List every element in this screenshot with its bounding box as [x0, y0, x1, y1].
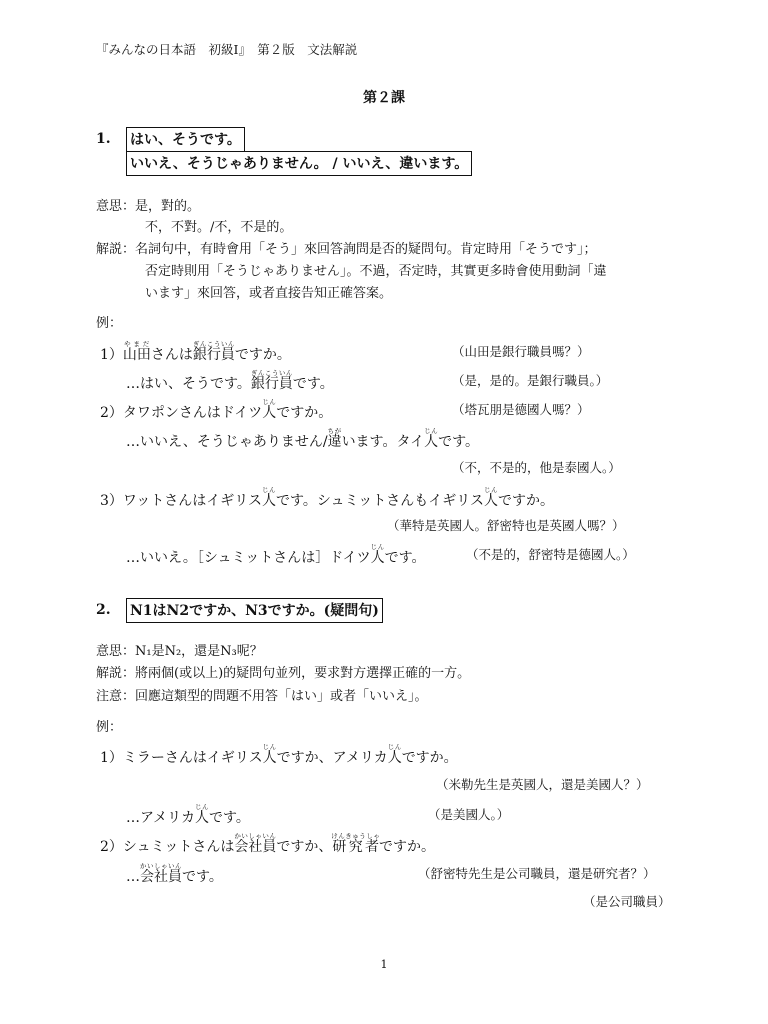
example-2-1-reply-translation: （是美國人。） [428, 807, 510, 822]
example-2-1-translation: （米勒先生是英國人，還是美國人？） [436, 777, 649, 792]
example-1-1-reply: …はい、そうです。銀行員ぎんこういんです。 [126, 369, 334, 392]
example-2-2-translation: （舒密特先生是公司職員，還是研究者？） [418, 866, 656, 881]
section-1-explanation-2: 否定時則用「そうじゃありません」。不過，否定時，其實更多時會使用動詞「違 [145, 264, 607, 279]
section-2-meaning: 意思：N₁是N₂，還是N₃呢？ [96, 644, 263, 659]
document-header: 『みんなの日本語 初級Ⅰ』 第２版 文法解説 [96, 42, 358, 57]
example-1-1-translation: （山田是銀行職員嗎？） [452, 344, 590, 359]
section-1-pattern-1: はい、そうです。 [126, 127, 245, 152]
section-2-note: 注意：回應這類型的問題不用答「はい」或者「いいえ」。 [96, 689, 428, 704]
section-2-explanation: 解説：將兩個(或以上)的疑問句並列，要求對方選擇正確的一方。 [96, 666, 471, 681]
section-1-explanation-3: います」來回答，或者直接告知正確答案。 [145, 286, 393, 301]
example-1-3-reply: …いいえ。［シュミットさんは］ドイツ人じんです。 [126, 543, 426, 566]
section-1-pattern-2: いいえ、そうじゃありません。 / いいえ、違います。 [126, 151, 472, 176]
section-2-number: 2. [96, 602, 111, 618]
example-1-1-reply-translation: （是，是的。是銀行職員。） [452, 373, 609, 388]
example-1-3-reply-translation: （不是的，舒密特是德國人。） [466, 547, 635, 562]
section-1-example-label: 例： [96, 316, 123, 331]
example-1-2-reply: …いいえ、そうじゃありません/違ちがいます。タイ人じんです。 [126, 427, 480, 450]
example-1-2: 2）タワポンさんはドイツ人じんですか。 [100, 398, 333, 421]
section-1-meaning-2: 不，不對。/不，不是的。 [145, 220, 293, 235]
example-2-1-reply: …アメリカ人じんです。 [126, 803, 250, 826]
example-2-2: 2）シュミットさんは会社員かいしゃいんですか、研究者けんきゅうしゃですか。 [100, 832, 436, 855]
example-2-2-reply-translation: （是公司職員） [583, 894, 671, 909]
section-1-number: 1. [96, 131, 111, 147]
example-1-2-reply-translation: （不，不是的，他是泰國人。） [452, 460, 621, 475]
example-1-3: 3）ワットさんはイギリス人じんです。シュミットさんもイギリス人じんですか。 [100, 486, 554, 509]
section-1-explanation-1: 解説：名詞句中，有時會用「そう」來回答詢問是否的疑問句。肯定時用「そうです」； [96, 242, 597, 257]
example-1-3-translation: （華特是英國人。舒密特也是英國人嗎？） [387, 518, 625, 533]
lesson-title: 第２課 [363, 90, 405, 106]
example-2-2-reply: …会社員かいしゃいんです。 [126, 862, 223, 885]
section-1-meaning-1: 意思：是，對的。 [96, 199, 201, 214]
example-2-1: 1）ミラーさんはイギリス人じんですか、アメリカ人じんですか。 [100, 743, 458, 766]
section-2-pattern: N1はN2ですか、N3ですか。(疑問句) [126, 598, 383, 623]
example-1-2-translation: （塔瓦朋是德國人嗎？） [452, 402, 590, 417]
section-2-example-label: 例： [96, 720, 123, 735]
example-1-1: 1）山田やまださんは銀行員ぎんこういんですか。 [100, 340, 291, 363]
page-number: 1 [380, 958, 388, 971]
